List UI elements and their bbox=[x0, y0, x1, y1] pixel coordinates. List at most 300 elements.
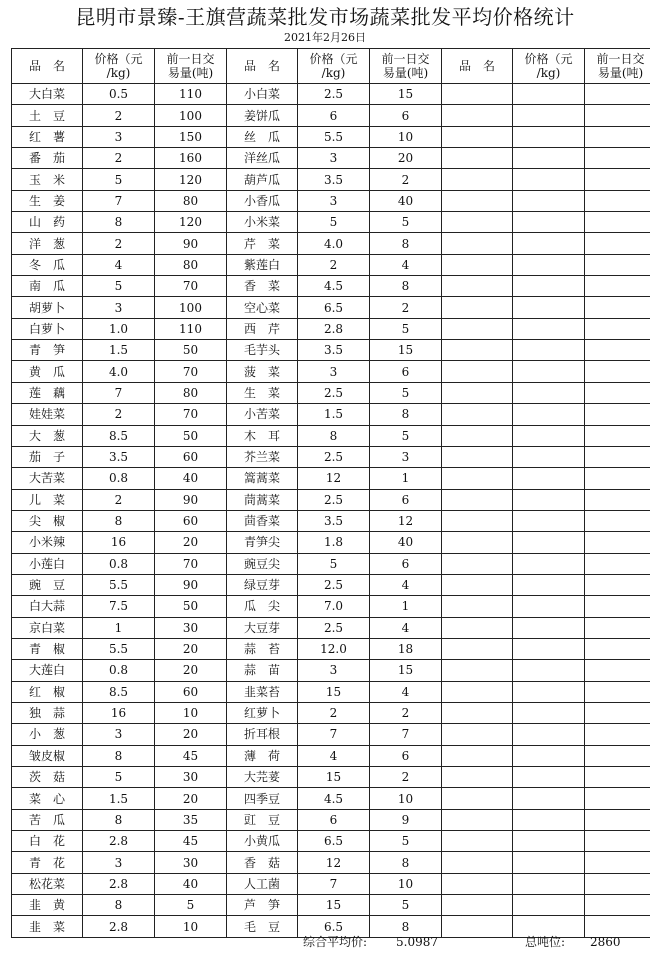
table-row bbox=[12, 105, 650, 126]
cell-name-2: 茴香菜 bbox=[227, 510, 298, 531]
cell-price-2: 1.8 bbox=[298, 532, 370, 553]
cell-name-1: 豌 豆 bbox=[12, 574, 83, 595]
cell-volume-1: 35 bbox=[155, 809, 227, 830]
cell-name-2: 西 芹 bbox=[227, 318, 298, 339]
cell-name-2: 瓜 尖 bbox=[227, 596, 298, 617]
cell-empty-3 bbox=[585, 724, 650, 745]
cell-empty-3 bbox=[442, 553, 513, 574]
cell-price-1: 8.5 bbox=[83, 425, 155, 446]
cell-empty-3 bbox=[585, 489, 650, 510]
cell-empty-3 bbox=[442, 895, 513, 916]
cell-name-1: 南 瓜 bbox=[12, 276, 83, 297]
cell-empty-3 bbox=[442, 340, 513, 361]
cell-volume-2: 6 bbox=[370, 361, 442, 382]
cell-volume-1: 90 bbox=[155, 233, 227, 254]
cell-price-1: 5 bbox=[83, 767, 155, 788]
cell-price-1: 2.8 bbox=[83, 831, 155, 852]
cell-price-2: 12 bbox=[298, 852, 370, 873]
table-row bbox=[12, 361, 650, 382]
table-row bbox=[12, 297, 650, 318]
cell-price-1: 8 bbox=[83, 745, 155, 766]
cell-price-2: 5.5 bbox=[298, 126, 370, 147]
cell-name-2: 大豆芽 bbox=[227, 617, 298, 638]
cell-empty-3 bbox=[513, 446, 585, 467]
cell-price-1: 16 bbox=[83, 702, 155, 723]
cell-name-1: 大白菜 bbox=[12, 84, 83, 105]
cell-empty-3 bbox=[585, 254, 650, 275]
cell-price-2: 6 bbox=[298, 105, 370, 126]
cell-volume-1: 5 bbox=[155, 895, 227, 916]
cell-volume-2: 15 bbox=[370, 340, 442, 361]
cell-empty-3 bbox=[513, 574, 585, 595]
cell-name-2: 大芫荽 bbox=[227, 767, 298, 788]
table-row bbox=[12, 382, 650, 403]
cell-name-1: 青 椒 bbox=[12, 638, 83, 659]
cell-empty-3 bbox=[513, 425, 585, 446]
cell-name-1: 茨 菇 bbox=[12, 767, 83, 788]
cell-name-2: 香 菇 bbox=[227, 852, 298, 873]
cell-price-1: 0.5 bbox=[83, 84, 155, 105]
cell-empty-3 bbox=[442, 574, 513, 595]
cell-price-1: 3 bbox=[83, 852, 155, 873]
cell-empty-3 bbox=[513, 596, 585, 617]
cell-volume-2: 8 bbox=[370, 404, 442, 425]
cell-price-1: 0.8 bbox=[83, 468, 155, 489]
cell-name-1: 大 葱 bbox=[12, 425, 83, 446]
cell-price-2: 5 bbox=[298, 212, 370, 233]
cell-volume-1: 40 bbox=[155, 873, 227, 894]
header-price-3: 价格（元 /kg) bbox=[513, 49, 585, 84]
cell-empty-3 bbox=[442, 446, 513, 467]
cell-price-2: 6.5 bbox=[298, 916, 370, 937]
average-price-label: 综合平均价: bbox=[303, 935, 368, 949]
cell-empty-3 bbox=[585, 468, 650, 489]
cell-name-2: 小苦菜 bbox=[227, 404, 298, 425]
cell-name-1: 茄 子 bbox=[12, 446, 83, 467]
cell-volume-2: 8 bbox=[370, 852, 442, 873]
cell-empty-3 bbox=[442, 510, 513, 531]
cell-empty-3 bbox=[513, 212, 585, 233]
header-price-1: 价格（元 /kg) bbox=[83, 49, 155, 84]
cell-name-2: 木 耳 bbox=[227, 425, 298, 446]
cell-name-1: 小米辣 bbox=[12, 532, 83, 553]
cell-price-1: 2.8 bbox=[83, 916, 155, 937]
cell-price-2: 4.5 bbox=[298, 788, 370, 809]
cell-volume-1: 90 bbox=[155, 489, 227, 510]
cell-empty-3 bbox=[442, 809, 513, 830]
cell-price-2: 2.5 bbox=[298, 446, 370, 467]
cell-empty-3 bbox=[442, 382, 513, 403]
cell-volume-2: 15 bbox=[370, 84, 442, 105]
cell-empty-3 bbox=[585, 617, 650, 638]
cell-empty-3 bbox=[442, 361, 513, 382]
table-body bbox=[12, 84, 650, 938]
cell-empty-3 bbox=[585, 574, 650, 595]
cell-empty-3 bbox=[513, 532, 585, 553]
table-row bbox=[12, 126, 650, 147]
table-row bbox=[12, 660, 650, 681]
cell-volume-1: 50 bbox=[155, 425, 227, 446]
cell-volume-1: 80 bbox=[155, 382, 227, 403]
cell-empty-3 bbox=[442, 404, 513, 425]
cell-volume-1: 50 bbox=[155, 340, 227, 361]
table-row bbox=[12, 468, 650, 489]
cell-volume-2: 6 bbox=[370, 105, 442, 126]
cell-price-1: 2 bbox=[83, 404, 155, 425]
total-tonnage-label: 总吨位: bbox=[525, 935, 566, 949]
cell-name-1: 尖 椒 bbox=[12, 510, 83, 531]
cell-volume-1: 20 bbox=[155, 724, 227, 745]
cell-empty-3 bbox=[585, 831, 650, 852]
cell-volume-2: 2 bbox=[370, 297, 442, 318]
cell-volume-1: 70 bbox=[155, 553, 227, 574]
header-volume-3: 前一日交 易量(吨) bbox=[585, 49, 650, 84]
cell-volume-2: 2 bbox=[370, 169, 442, 190]
cell-name-2: 菠 菜 bbox=[227, 361, 298, 382]
cell-name-2: 蒜 苔 bbox=[227, 638, 298, 659]
cell-empty-3 bbox=[585, 532, 650, 553]
cell-empty-3 bbox=[585, 895, 650, 916]
cell-price-2: 2.5 bbox=[298, 489, 370, 510]
cell-empty-3 bbox=[513, 767, 585, 788]
cell-name-1: 番 茄 bbox=[12, 148, 83, 169]
cell-price-2: 3 bbox=[298, 190, 370, 211]
cell-empty-3 bbox=[513, 361, 585, 382]
cell-empty-3 bbox=[585, 553, 650, 574]
cell-volume-2: 10 bbox=[370, 126, 442, 147]
table-row bbox=[12, 254, 650, 275]
cell-name-1: 大苦菜 bbox=[12, 468, 83, 489]
cell-volume-1: 150 bbox=[155, 126, 227, 147]
cell-volume-1: 30 bbox=[155, 852, 227, 873]
cell-price-2: 8 bbox=[298, 425, 370, 446]
cell-volume-1: 70 bbox=[155, 276, 227, 297]
table-row bbox=[12, 681, 650, 702]
cell-empty-3 bbox=[442, 169, 513, 190]
cell-price-2: 3.5 bbox=[298, 169, 370, 190]
cell-volume-1: 20 bbox=[155, 532, 227, 553]
cell-empty-3 bbox=[442, 596, 513, 617]
cell-volume-2: 20 bbox=[370, 148, 442, 169]
cell-volume-2: 9 bbox=[370, 809, 442, 830]
cell-volume-1: 110 bbox=[155, 84, 227, 105]
cell-volume-1: 10 bbox=[155, 916, 227, 937]
cell-empty-3 bbox=[513, 852, 585, 873]
cell-name-2: 芥兰菜 bbox=[227, 446, 298, 467]
table-row bbox=[12, 788, 650, 809]
cell-empty-3 bbox=[442, 276, 513, 297]
cell-name-1: 小 葱 bbox=[12, 724, 83, 745]
cell-name-1: 白 花 bbox=[12, 831, 83, 852]
cell-price-2: 12 bbox=[298, 468, 370, 489]
cell-price-1: 5.5 bbox=[83, 574, 155, 595]
cell-price-2: 2.5 bbox=[298, 382, 370, 403]
table-row bbox=[12, 724, 650, 745]
cell-price-2: 3.5 bbox=[298, 510, 370, 531]
table-row bbox=[12, 190, 650, 211]
cell-empty-3 bbox=[513, 84, 585, 105]
cell-empty-3 bbox=[442, 638, 513, 659]
cell-empty-3 bbox=[442, 873, 513, 894]
cell-price-1: 0.8 bbox=[83, 553, 155, 574]
header-name-1: 品 名 bbox=[12, 49, 83, 84]
cell-price-2: 2 bbox=[298, 702, 370, 723]
cell-name-2: 姜饼瓜 bbox=[227, 105, 298, 126]
cell-volume-2: 8 bbox=[370, 233, 442, 254]
table-row bbox=[12, 767, 650, 788]
cell-name-2: 豇 豆 bbox=[227, 809, 298, 830]
cell-empty-3 bbox=[442, 788, 513, 809]
cell-empty-3 bbox=[513, 404, 585, 425]
cell-empty-3 bbox=[513, 873, 585, 894]
cell-empty-3 bbox=[585, 190, 650, 211]
cell-empty-3 bbox=[585, 446, 650, 467]
cell-name-1: 胡萝卜 bbox=[12, 297, 83, 318]
cell-name-1: 白大蒜 bbox=[12, 596, 83, 617]
cell-name-1: 皱皮椒 bbox=[12, 745, 83, 766]
cell-empty-3 bbox=[442, 916, 513, 937]
cell-name-2: 生 菜 bbox=[227, 382, 298, 403]
cell-price-1: 3 bbox=[83, 126, 155, 147]
table-row bbox=[12, 233, 650, 254]
cell-price-1: 8 bbox=[83, 895, 155, 916]
cell-price-2: 3 bbox=[298, 361, 370, 382]
cell-name-2: 四季豆 bbox=[227, 788, 298, 809]
cell-name-1: 玉 米 bbox=[12, 169, 83, 190]
cell-empty-3 bbox=[585, 276, 650, 297]
cell-empty-3 bbox=[513, 724, 585, 745]
cell-empty-3 bbox=[585, 660, 650, 681]
table-row bbox=[12, 596, 650, 617]
cell-volume-2: 10 bbox=[370, 788, 442, 809]
cell-name-2: 小米菜 bbox=[227, 212, 298, 233]
table-row bbox=[12, 489, 650, 510]
cell-volume-2: 10 bbox=[370, 873, 442, 894]
cell-empty-3 bbox=[442, 767, 513, 788]
cell-empty-3 bbox=[585, 681, 650, 702]
cell-empty-3 bbox=[585, 745, 650, 766]
table-row bbox=[12, 553, 650, 574]
cell-empty-3 bbox=[585, 767, 650, 788]
cell-name-2: 小黄瓜 bbox=[227, 831, 298, 852]
cell-price-1: 2 bbox=[83, 489, 155, 510]
cell-empty-3 bbox=[513, 297, 585, 318]
header-name-3: 品 名 bbox=[442, 49, 513, 84]
cell-price-1: 8 bbox=[83, 212, 155, 233]
cell-empty-3 bbox=[513, 126, 585, 147]
cell-empty-3 bbox=[442, 702, 513, 723]
cell-empty-3 bbox=[585, 318, 650, 339]
cell-empty-3 bbox=[513, 489, 585, 510]
price-table bbox=[11, 48, 650, 938]
cell-volume-1: 45 bbox=[155, 745, 227, 766]
report-title: 昆明市景臻-王旗营蔬菜批发市场蔬菜批发平均价格统计 bbox=[75, 5, 575, 29]
cell-empty-3 bbox=[585, 297, 650, 318]
cell-price-1: 3.5 bbox=[83, 446, 155, 467]
cell-name-1: 京白菜 bbox=[12, 617, 83, 638]
cell-price-1: 5 bbox=[83, 276, 155, 297]
cell-price-2: 3 bbox=[298, 148, 370, 169]
cell-volume-1: 50 bbox=[155, 596, 227, 617]
cell-volume-2: 5 bbox=[370, 318, 442, 339]
cell-price-2: 6 bbox=[298, 809, 370, 830]
cell-empty-3 bbox=[585, 404, 650, 425]
cell-name-2: 韭菜苔 bbox=[227, 681, 298, 702]
cell-volume-2: 4 bbox=[370, 681, 442, 702]
table-row bbox=[12, 617, 650, 638]
cell-price-2: 2.8 bbox=[298, 318, 370, 339]
cell-empty-3 bbox=[585, 361, 650, 382]
cell-price-2: 2.5 bbox=[298, 617, 370, 638]
cell-price-2: 7 bbox=[298, 873, 370, 894]
table-row bbox=[12, 702, 650, 723]
cell-name-2: 绿豆芽 bbox=[227, 574, 298, 595]
cell-volume-1: 30 bbox=[155, 617, 227, 638]
cell-volume-1: 120 bbox=[155, 212, 227, 233]
table-row bbox=[12, 510, 650, 531]
cell-name-2: 红萝卜 bbox=[227, 702, 298, 723]
cell-price-1: 2 bbox=[83, 233, 155, 254]
cell-empty-3 bbox=[442, 254, 513, 275]
cell-empty-3 bbox=[442, 233, 513, 254]
cell-empty-3 bbox=[513, 254, 585, 275]
cell-empty-3 bbox=[585, 702, 650, 723]
cell-name-2: 青笋尖 bbox=[227, 532, 298, 553]
cell-volume-2: 5 bbox=[370, 895, 442, 916]
cell-name-1: 青 笋 bbox=[12, 340, 83, 361]
cell-empty-3 bbox=[585, 510, 650, 531]
cell-empty-3 bbox=[585, 126, 650, 147]
cell-volume-2: 8 bbox=[370, 916, 442, 937]
cell-empty-3 bbox=[513, 169, 585, 190]
cell-volume-2: 6 bbox=[370, 745, 442, 766]
cell-volume-2: 18 bbox=[370, 638, 442, 659]
cell-name-1: 生 姜 bbox=[12, 190, 83, 211]
cell-empty-3 bbox=[585, 596, 650, 617]
cell-empty-3 bbox=[513, 809, 585, 830]
cell-price-1: 16 bbox=[83, 532, 155, 553]
cell-empty-3 bbox=[442, 852, 513, 873]
cell-empty-3 bbox=[513, 617, 585, 638]
table-row bbox=[12, 532, 650, 553]
cell-price-2: 3 bbox=[298, 660, 370, 681]
cell-volume-1: 90 bbox=[155, 574, 227, 595]
cell-price-1: 8 bbox=[83, 510, 155, 531]
table-row bbox=[12, 340, 650, 361]
cell-volume-2: 40 bbox=[370, 190, 442, 211]
cell-empty-3 bbox=[513, 745, 585, 766]
cell-price-1: 2 bbox=[83, 148, 155, 169]
cell-volume-2: 2 bbox=[370, 702, 442, 723]
cell-volume-1: 60 bbox=[155, 510, 227, 531]
cell-price-2: 7.0 bbox=[298, 596, 370, 617]
cell-name-2: 豌豆尖 bbox=[227, 553, 298, 574]
table-row bbox=[12, 895, 650, 916]
cell-price-1: 7 bbox=[83, 190, 155, 211]
cell-empty-3 bbox=[585, 148, 650, 169]
table-row bbox=[12, 809, 650, 830]
cell-name-1: 娃娃菜 bbox=[12, 404, 83, 425]
cell-name-2: 毛 豆 bbox=[227, 916, 298, 937]
cell-empty-3 bbox=[513, 702, 585, 723]
table-row bbox=[12, 852, 650, 873]
cell-empty-3 bbox=[585, 233, 650, 254]
cell-name-2: 蒜 苗 bbox=[227, 660, 298, 681]
cell-volume-1: 160 bbox=[155, 148, 227, 169]
table-row bbox=[12, 873, 650, 894]
cell-empty-3 bbox=[513, 553, 585, 574]
header-price-2: 价格（元 /kg) bbox=[298, 49, 370, 84]
header-name-2: 品 名 bbox=[227, 49, 298, 84]
cell-empty-3 bbox=[513, 340, 585, 361]
cell-empty-3 bbox=[585, 425, 650, 446]
table-header-row bbox=[12, 49, 650, 84]
cell-price-2: 15 bbox=[298, 895, 370, 916]
cell-price-2: 2.5 bbox=[298, 574, 370, 595]
cell-name-2: 香 菜 bbox=[227, 276, 298, 297]
cell-name-2: 人工菌 bbox=[227, 873, 298, 894]
cell-volume-2: 4 bbox=[370, 574, 442, 595]
cell-empty-3 bbox=[513, 233, 585, 254]
cell-empty-3 bbox=[442, 105, 513, 126]
cell-volume-2: 6 bbox=[370, 489, 442, 510]
cell-price-1: 7 bbox=[83, 382, 155, 403]
cell-name-1: 土 豆 bbox=[12, 105, 83, 126]
cell-volume-2: 5 bbox=[370, 212, 442, 233]
cell-empty-3 bbox=[442, 532, 513, 553]
table-row bbox=[12, 276, 650, 297]
cell-volume-1: 30 bbox=[155, 767, 227, 788]
report-date: 2021年2月26日 bbox=[284, 31, 366, 44]
cell-empty-3 bbox=[513, 318, 585, 339]
cell-name-2: 芦 笋 bbox=[227, 895, 298, 916]
cell-name-2: 篙蒿菜 bbox=[227, 468, 298, 489]
cell-name-1: 独 蒜 bbox=[12, 702, 83, 723]
cell-name-1: 青 花 bbox=[12, 852, 83, 873]
cell-volume-1: 20 bbox=[155, 788, 227, 809]
cell-name-1: 黄 瓜 bbox=[12, 361, 83, 382]
cell-empty-3 bbox=[513, 660, 585, 681]
cell-empty-3 bbox=[585, 852, 650, 873]
cell-empty-3 bbox=[513, 895, 585, 916]
cell-name-2: 茼蒿菜 bbox=[227, 489, 298, 510]
cell-price-2: 4.0 bbox=[298, 233, 370, 254]
cell-name-2: 洋丝瓜 bbox=[227, 148, 298, 169]
cell-price-2: 1.5 bbox=[298, 404, 370, 425]
cell-name-2: 空心菜 bbox=[227, 297, 298, 318]
cell-volume-2: 2 bbox=[370, 767, 442, 788]
cell-price-1: 1.5 bbox=[83, 340, 155, 361]
cell-volume-2: 4 bbox=[370, 617, 442, 638]
cell-name-1: 莲 藕 bbox=[12, 382, 83, 403]
cell-name-1: 小莲白 bbox=[12, 553, 83, 574]
cell-empty-3 bbox=[442, 126, 513, 147]
cell-empty-3 bbox=[513, 468, 585, 489]
cell-price-1: 1.5 bbox=[83, 788, 155, 809]
cell-name-1: 洋 葱 bbox=[12, 233, 83, 254]
cell-volume-1: 60 bbox=[155, 681, 227, 702]
cell-empty-3 bbox=[585, 105, 650, 126]
cell-price-2: 3.5 bbox=[298, 340, 370, 361]
cell-name-2: 薄 荷 bbox=[227, 745, 298, 766]
cell-name-2: 小香瓜 bbox=[227, 190, 298, 211]
cell-empty-3 bbox=[442, 297, 513, 318]
cell-empty-3 bbox=[513, 276, 585, 297]
table-row bbox=[12, 404, 650, 425]
cell-empty-3 bbox=[585, 340, 650, 361]
cell-volume-2: 4 bbox=[370, 254, 442, 275]
total-tonnage-value: 2860 bbox=[590, 935, 621, 949]
